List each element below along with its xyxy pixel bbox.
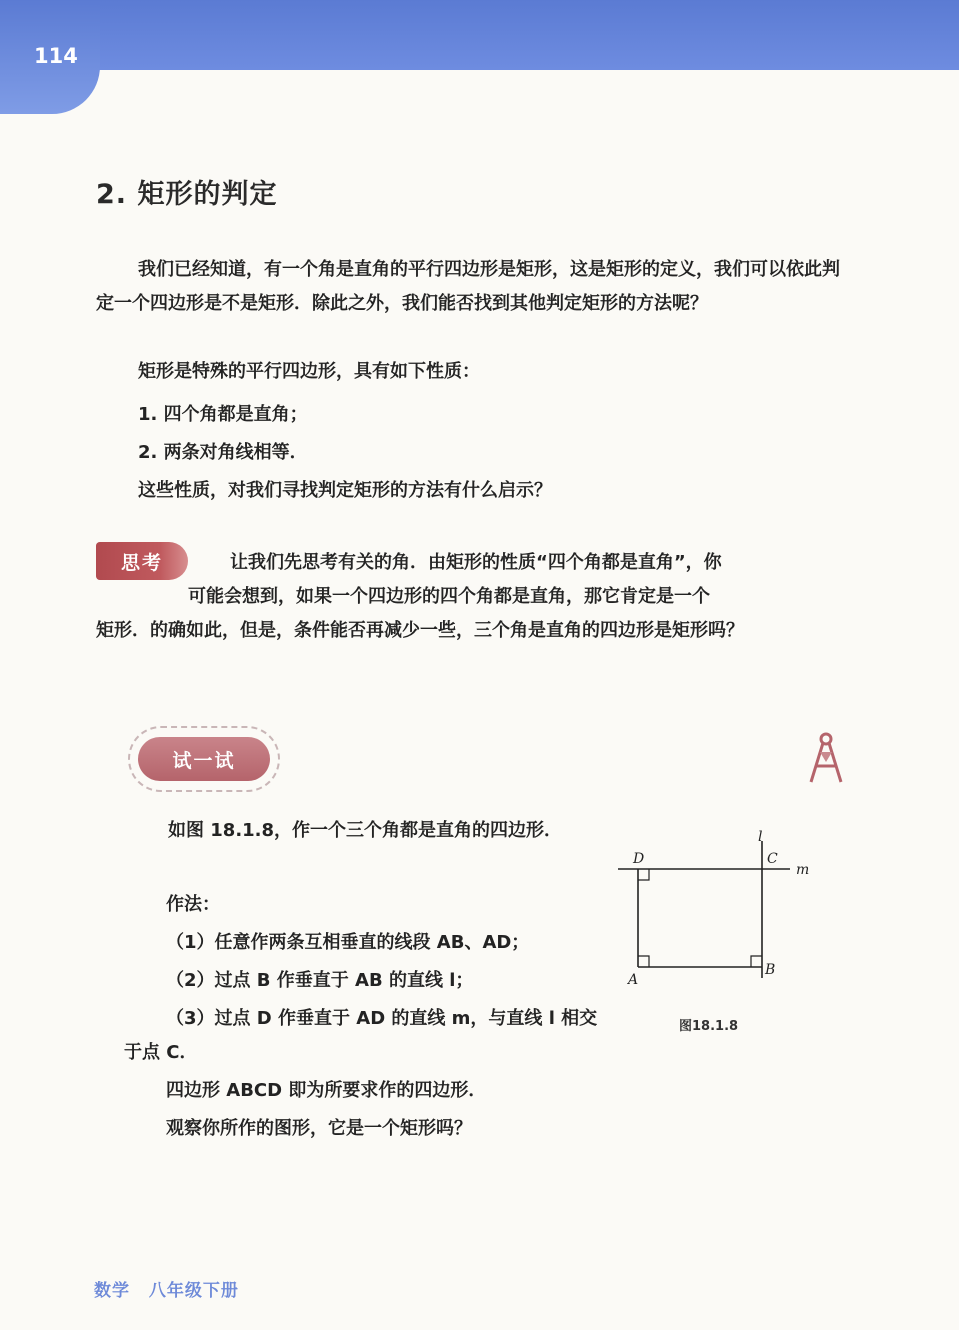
think-line-2: 可能会想到，如果一个四边形的四个角都是直角，那它肯定是一个 xyxy=(188,586,710,607)
think-badge: 思考 xyxy=(96,542,188,580)
label-A: A xyxy=(628,972,639,988)
section-title: 2. 矩形的判定 xyxy=(96,179,278,210)
footer xyxy=(94,1276,251,1301)
header-band xyxy=(0,0,959,70)
step-1: （1）任意作两条互相垂直的线段 AB、AD； xyxy=(166,932,530,953)
figure-rectangle-construction xyxy=(610,826,830,1006)
right-angle-A xyxy=(638,956,649,967)
footer-subject: 数学 xyxy=(94,1281,130,1301)
think-line-1: 让我们先思考有关的角．由矩形的性质“四个角都是直角”，你 xyxy=(230,552,722,573)
method-label: 作法： xyxy=(166,894,220,915)
label-D: D xyxy=(633,851,645,867)
label-m: m xyxy=(796,862,810,878)
property-2: 2. 两条对角线相等． xyxy=(138,442,308,463)
label-B: B xyxy=(765,962,776,978)
try-intro: 如图 18.1.8，作一个三个角都是直角的四边形． xyxy=(168,820,563,841)
label-l: l xyxy=(758,829,763,845)
try-it-badge-frame xyxy=(128,726,280,792)
property-1: 1. 四个角都是直角； xyxy=(138,404,308,425)
construction-result: 四边形 ABCD 即为所要求作的四边形． xyxy=(166,1080,487,1101)
figure-caption: 图18.1.8 xyxy=(679,1019,739,1034)
step-3: （3）过点 D 作垂直于 AD 的直线 m，与直线 l 相交于点 C． xyxy=(124,1008,598,1063)
right-angle-D xyxy=(638,869,649,880)
footer-grade: 八年级下册 xyxy=(148,1281,239,1301)
intro-paragraph: 我们已经知道，有一个角是直角的平行四边形是矩形，这是矩形的定义，我们可以依此判定一个四边形是不是矩形．除此之外，我们能否找到其他判定矩形的方法呢？ xyxy=(96,259,840,314)
try-question: 观察你所作的图形，它是一个矩形吗？ xyxy=(166,1118,472,1139)
step-2: （2）过点 B 作垂直于 AB 的直线 l； xyxy=(166,970,474,991)
right-angle-B xyxy=(751,956,762,967)
think-paragraph xyxy=(96,546,844,648)
compass-icon xyxy=(806,730,846,788)
think-line-3: 矩形．的确如此，但是，条件能否再减少一些，三个角是直角的四边形是矩形吗？ xyxy=(96,620,744,641)
label-C: C xyxy=(767,851,778,867)
intro-question: 这些性质，对我们寻找判定矩形的方法有什么启示？ xyxy=(138,480,552,501)
page-number: 114 xyxy=(34,44,78,68)
properties-lead: 矩形是特殊的平行四边形，具有如下性质： xyxy=(138,361,480,382)
try-it-badge: 试一试 xyxy=(138,737,270,781)
